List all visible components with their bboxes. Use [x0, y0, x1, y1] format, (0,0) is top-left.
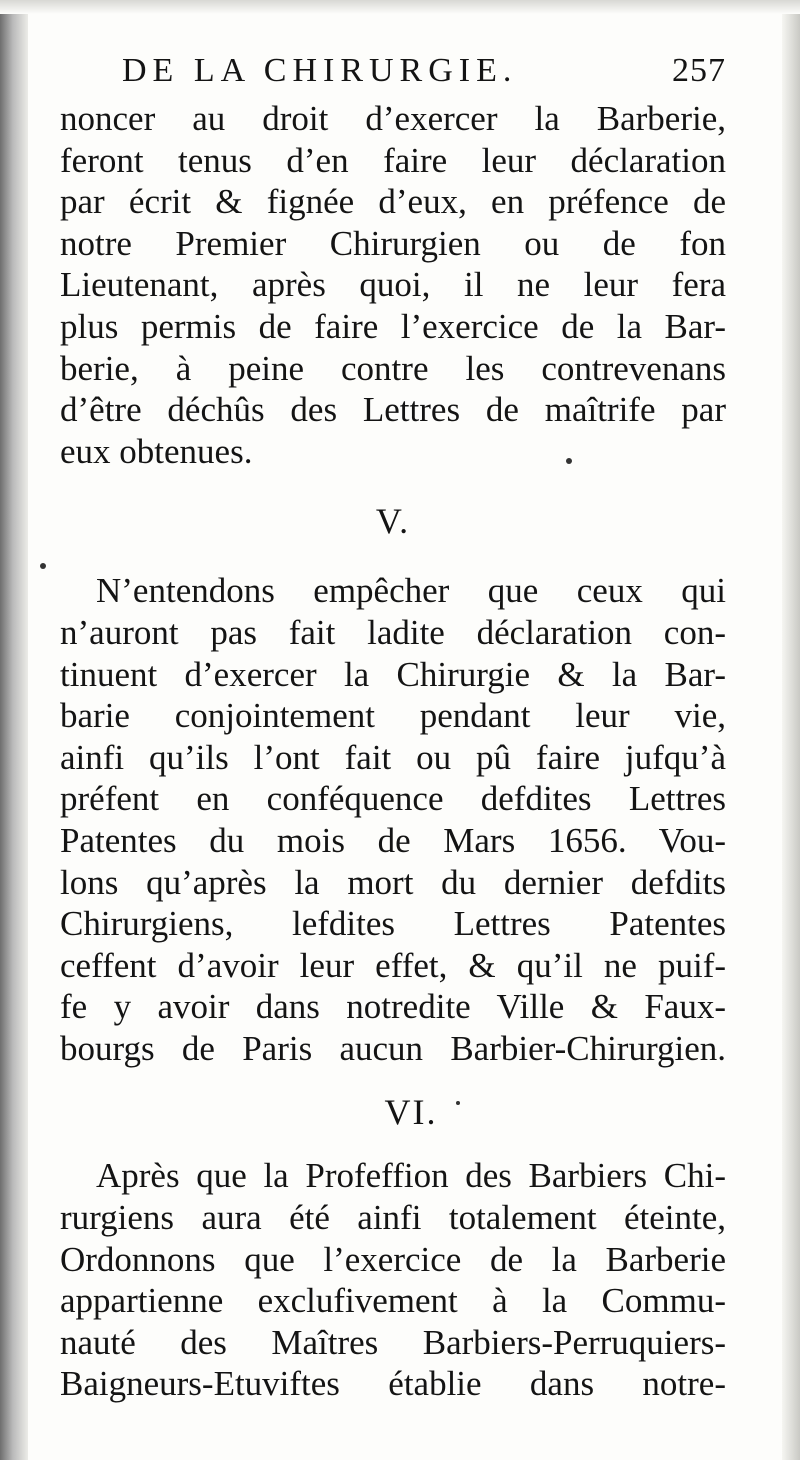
- paragraph-continuation: [60, 98, 726, 472]
- text-line: Ordonnons que l’exercice de la Barberie: [60, 1239, 726, 1279]
- page-header: [60, 52, 726, 98]
- ink-speck: [40, 563, 46, 569]
- text-line: tinuent d’exercer la Chirurgie & la Bar-: [60, 654, 726, 694]
- section-heading-v: V.: [375, 501, 411, 542]
- text-line: appartienne exclufivement à la Commu-: [60, 1281, 726, 1321]
- book-page: [60, 52, 726, 1405]
- text-line: par écrit & fignée d’eux, en préfence de: [60, 182, 726, 222]
- text-line: barie conjointement pendant leur vie,: [60, 696, 726, 736]
- text-line: ainfi qu’ils l’ont fait ou pû faire jufqu’à: [60, 737, 726, 777]
- text-line: nauté des Maîtres Barbiers-Perruquiers-: [60, 1322, 726, 1362]
- text-line-first: Après que la Profeffion des Barbiers Chi-: [96, 1156, 726, 1196]
- text-line: Chirurgiens, lefdites Lettres Patentes: [60, 904, 726, 944]
- page-number: 257: [672, 52, 726, 89]
- text-line: préfent en conféquence defdites Lettres: [60, 779, 726, 819]
- ink-speck: [456, 1101, 460, 1105]
- paragraph-section-vi: [60, 1155, 726, 1405]
- text-line: ceffent d’avoir leur effet, & qu’il ne puif-: [60, 945, 726, 985]
- text-line: feront tenus d’en faire leur déclaration: [60, 140, 726, 180]
- text-line: Patentes du mois de Mars 1656. Vou-: [60, 820, 726, 860]
- scan-shadow-right: [782, 0, 800, 1460]
- running-title: DE LA CHIRURGIE.: [122, 52, 518, 89]
- text-line: noncer au droit d’exercer la Barberie,: [60, 99, 726, 138]
- text-line: berie, à peine contre les contrevenans: [60, 348, 726, 388]
- text-line: d’être déchûs des Lettres de maîtrife par: [60, 390, 726, 430]
- text-line: plus permis de faire l’exercice de la Bar-: [60, 306, 726, 346]
- text-line-first: N’entendons empêcher que ceux qui: [96, 571, 726, 611]
- text-line: rurgiens aura été ainfi totalement éteinte,: [60, 1198, 726, 1238]
- text-line: fe y avoir dans notredite Ville & Faux-: [60, 987, 726, 1027]
- text-line: notre Premier Chirurgien ou de fon: [60, 223, 726, 263]
- text-line: Baigneurs-Etuviftes établie dans notre-: [60, 1364, 726, 1404]
- text-line-last: eux obtenues.: [60, 431, 253, 471]
- scan-shadow-top: [0, 0, 800, 14]
- scan-shadow-left: [0, 0, 28, 1460]
- text-line: n’auront pas fait ladite déclaration con-: [60, 612, 726, 652]
- text-line: lons qu’après la mort du dernier defdits: [60, 862, 726, 902]
- text-line: bourgs de Paris aucun Barbier-Chirurgien.: [60, 1028, 726, 1068]
- ink-speck: [566, 458, 572, 464]
- paragraph-section-v: [60, 570, 726, 1069]
- section-heading-vi: VI.: [384, 1092, 438, 1133]
- text-line: Lieutenant, après quoi, il ne leur fera: [60, 265, 726, 305]
